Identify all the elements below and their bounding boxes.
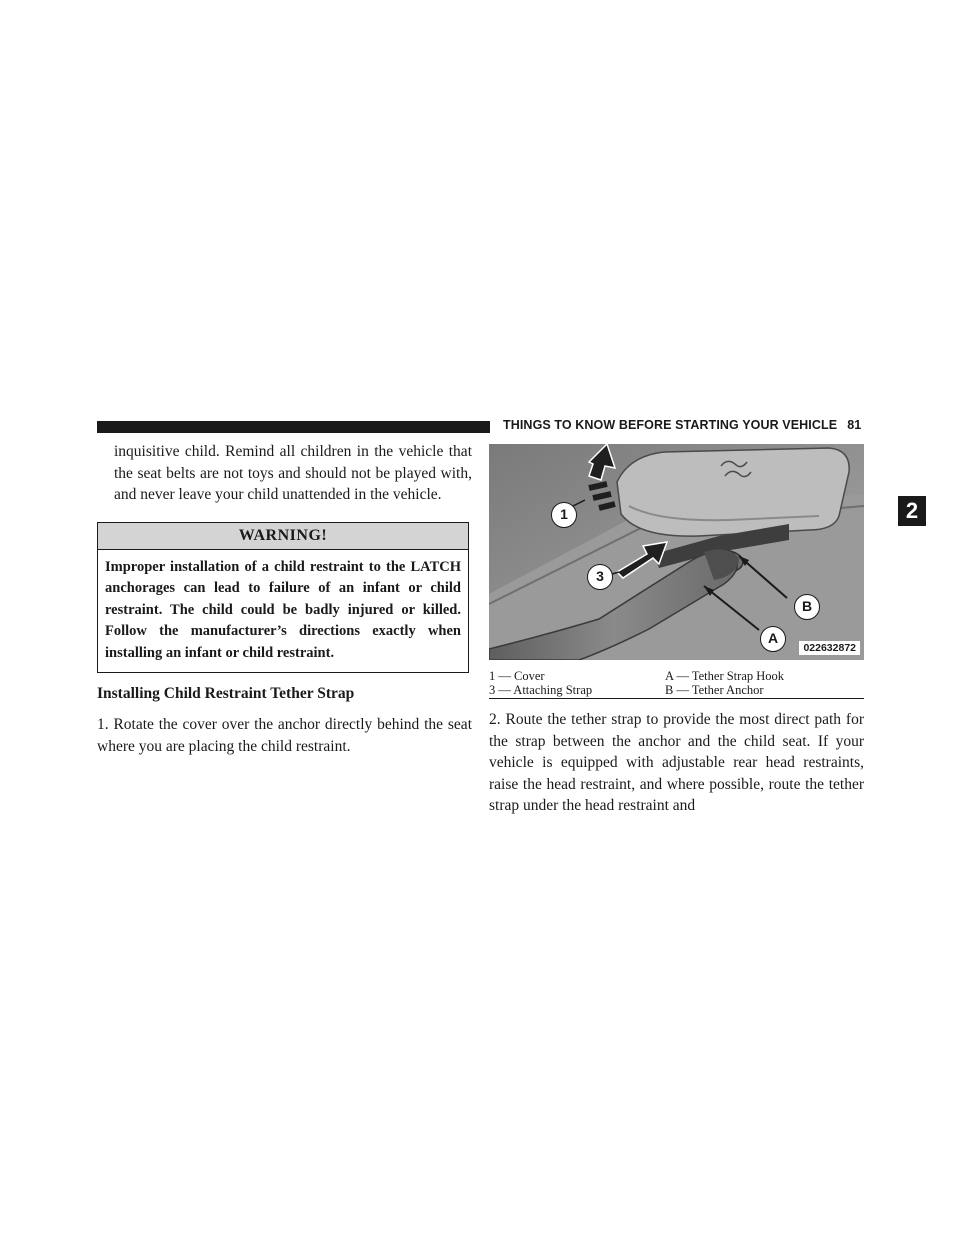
page-number: 81	[847, 418, 862, 432]
legend-item: 3 — Attaching Strap	[489, 682, 593, 697]
right-column	[489, 441, 864, 817]
figure-legend	[489, 660, 864, 699]
legend-item: A — Tether Strap Hook	[665, 669, 785, 683]
chapter-tab: 2	[898, 496, 926, 526]
warning-box	[97, 522, 469, 674]
warning-text: Improper installation of a child restraint to the LATCH anchorages can lead to failure of an infant or child restraint. The child could be badly injured or killed. Follow the manufacturer’s directions exactly when installing an infant or child restraint.	[105, 558, 461, 661]
legend-item: 1 — Cover	[489, 669, 545, 683]
legend-row	[489, 670, 864, 684]
legend-item: B — Tether Anchor	[665, 682, 764, 697]
callout-attaching-strap: 3	[587, 564, 613, 590]
callout-tether-hook: A	[760, 626, 786, 652]
running-header	[503, 418, 863, 432]
section-heading: Installing Child Restraint Tether Strap	[97, 685, 355, 703]
section-title: THINGS TO KNOW BEFORE STARTING YOUR VEHICLE	[503, 418, 838, 432]
continued-paragraph: inquisitive child. Remind all children in the vehicle that the seat belts are not toys and should not be played with, and never leave your child unattended in the vehicle.	[114, 443, 472, 503]
step-2-paragraph: 2. Route the tether strap to provide the most direct path for the strap between the anchor and the child seat. If your vehicle is equipped with adjustable rear head restraints, raise the head restraint, and where possible, route the tether strap under the head restraint and	[489, 711, 864, 814]
step-1-paragraph: 1. Rotate the cover over the anchor directly behind the seat where you are placing the child restraint.	[97, 716, 472, 755]
tether-anchor-illustration	[489, 444, 864, 660]
header-rule	[97, 421, 490, 433]
legend-row	[489, 684, 864, 698]
warning-title: WARNING!	[98, 523, 468, 550]
left-column	[97, 441, 472, 757]
figure-code: 022632872	[799, 641, 860, 655]
callout-tether-anchor: B	[794, 594, 820, 620]
callout-cover: 1	[551, 502, 577, 528]
illustration-drawing	[489, 444, 864, 660]
